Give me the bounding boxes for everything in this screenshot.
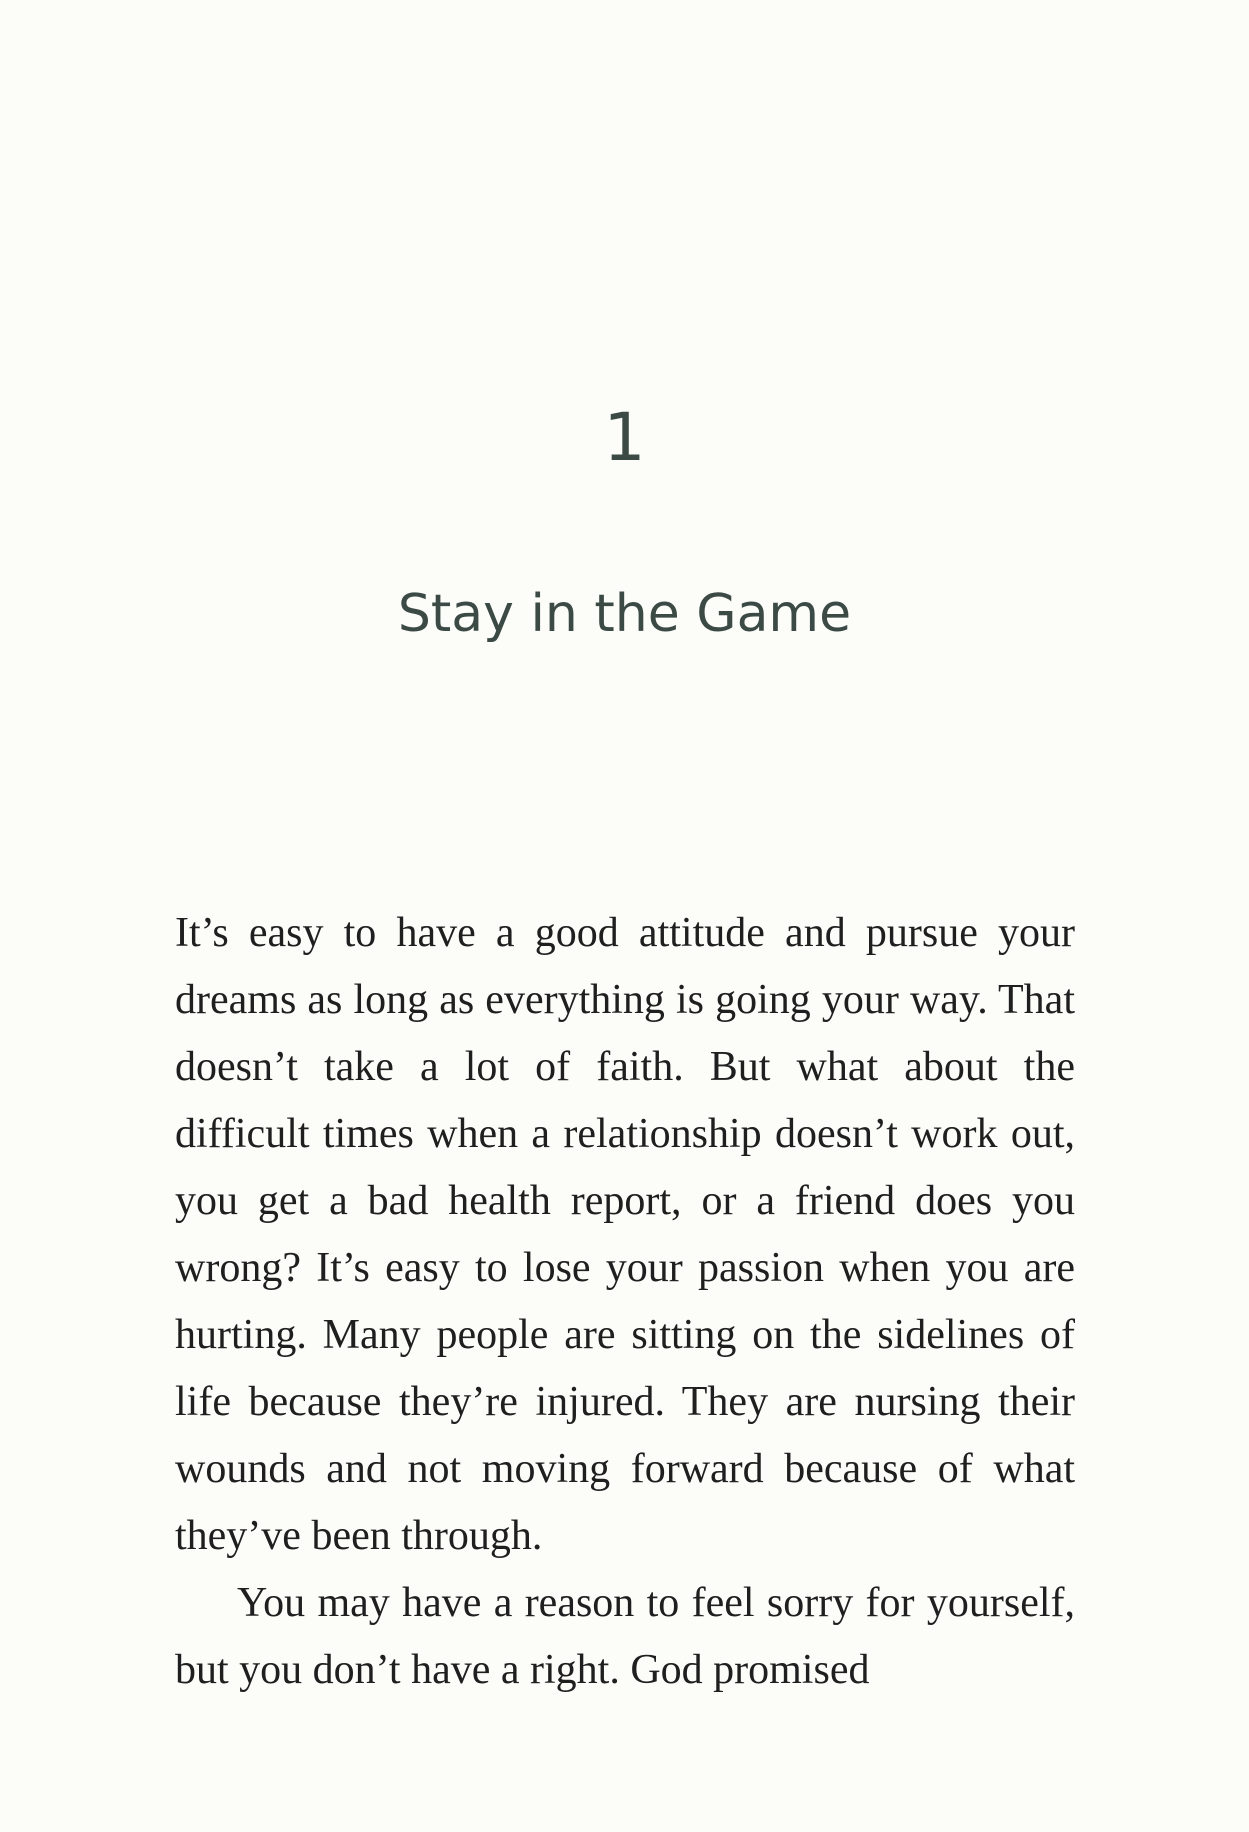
body-paragraph: You may have a reason to feel sorry for yourself, but you don’t have a right. God promised <box>175 1580 1075 1693</box>
body-paragraph: It’s easy to have a good attitude and pursue your dreams as long as everything is going your way. That doesn’t take a lot of faith. But what about the difficult times when a relationship doesn’t work out, you get a bad health report, or a friend does you wrong? It’s easy to lose your passion when you are hurting. Many people are sitting on the sidelines of life because they’re injured. They are nursing their wounds and not moving forward because of what they’ve been through. <box>175 910 1075 1559</box>
chapter-number: 1 <box>603 399 646 476</box>
chapter-body <box>175 900 1075 1704</box>
chapter-title: Stay in the Game <box>397 584 852 644</box>
